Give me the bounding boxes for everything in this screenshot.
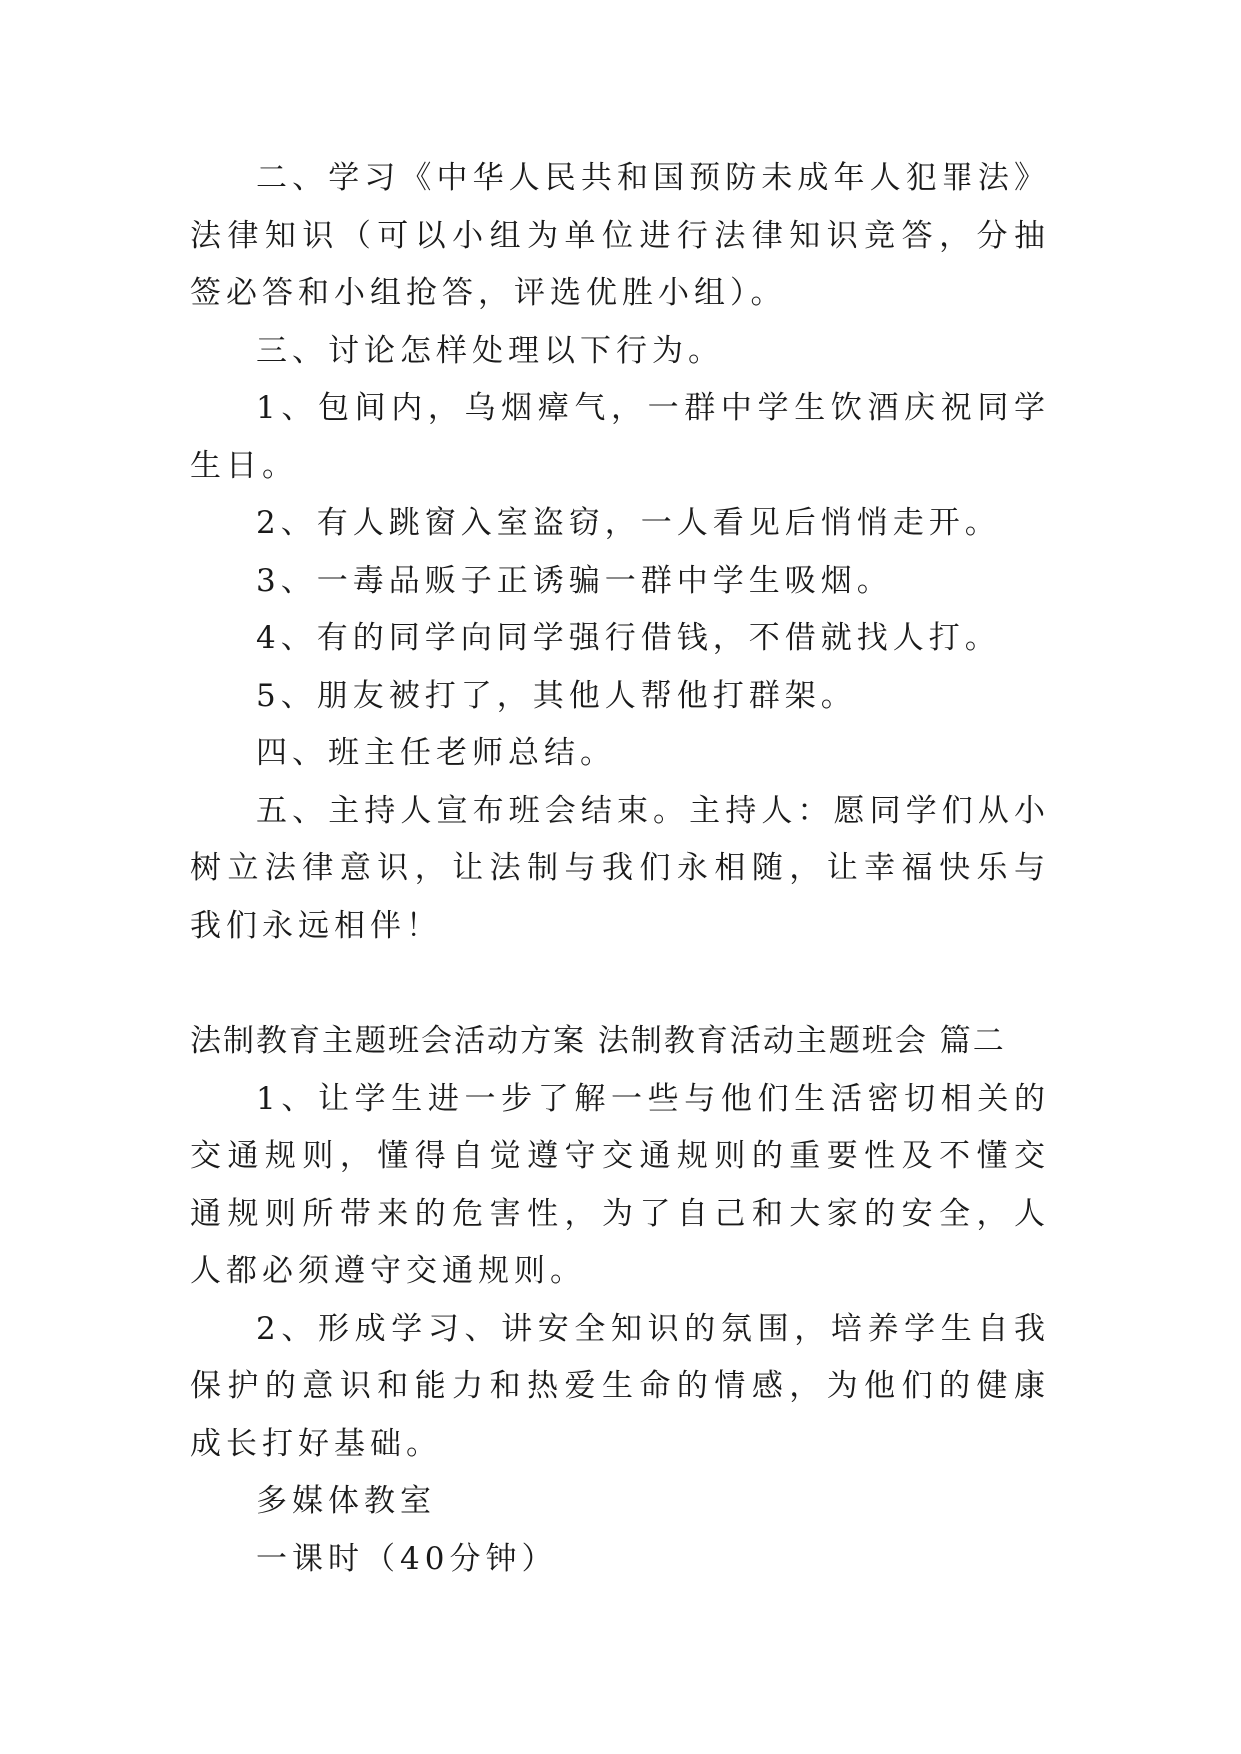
section-gap bbox=[190, 955, 1050, 1013]
paragraph-closing: 五、主持人宣布班会结束。主持人：愿同学们从小树立法律意识，让法制与我们永相随，让幸福快乐与我们永远相伴！ bbox=[190, 792, 1050, 944]
paragraph-teacher-summary: 四、班主任老师总结。 bbox=[256, 735, 616, 771]
paragraph-goal-2: 2、形成学习、讲安全知识的氛围，培养学生自我保护的意识和能力和热爱生命的情感，为他们的健康成长打好基础。 bbox=[190, 1310, 1050, 1462]
paragraph-goal-1: 1、让学生进一步了解一些与他们生活密切相关的交通规则，懂得自觉遵守交通规则的重要性及不懂交通规则所带来的危害性，为了自己和大家的安全，人人都必须遵守交通规则。 bbox=[190, 1080, 1050, 1289]
list-item: 5、朋友被打了，其他人帮他打群架。 bbox=[256, 677, 857, 714]
section-heading: 法制教育主题班会活动方案 法制教育活动主题班会 篇二 bbox=[190, 1023, 1006, 1059]
list-item: 2、有人跳窗入室盗窃，一人看见后悄悄走开。 bbox=[256, 505, 1001, 541]
paragraph-discussion-intro: 三、讨论怎样处理以下行为。 bbox=[256, 332, 724, 369]
paragraph-location: 多媒体教室 bbox=[256, 1483, 436, 1519]
list-item: 4、有的同学向同学强行借钱，不借就找人打。 bbox=[256, 620, 1001, 656]
paragraph-law-study: 二、学习《中华人民共和国预防未成年人犯罪法》法律知识（可以小组为单位进行法律知识竞答，分抽签必答和小组抢答，评选优胜小组）。 bbox=[190, 160, 1050, 311]
list-item: 3、一毒品贩子正诱骗一群中学生吸烟。 bbox=[256, 562, 893, 599]
list-item: 1、包间内，乌烟瘴气，一群中学生饮酒庆祝同学生日。 bbox=[190, 390, 1050, 484]
paragraph-duration: 一课时（40分钟） bbox=[256, 1540, 558, 1577]
document-page bbox=[190, 150, 1050, 1588]
